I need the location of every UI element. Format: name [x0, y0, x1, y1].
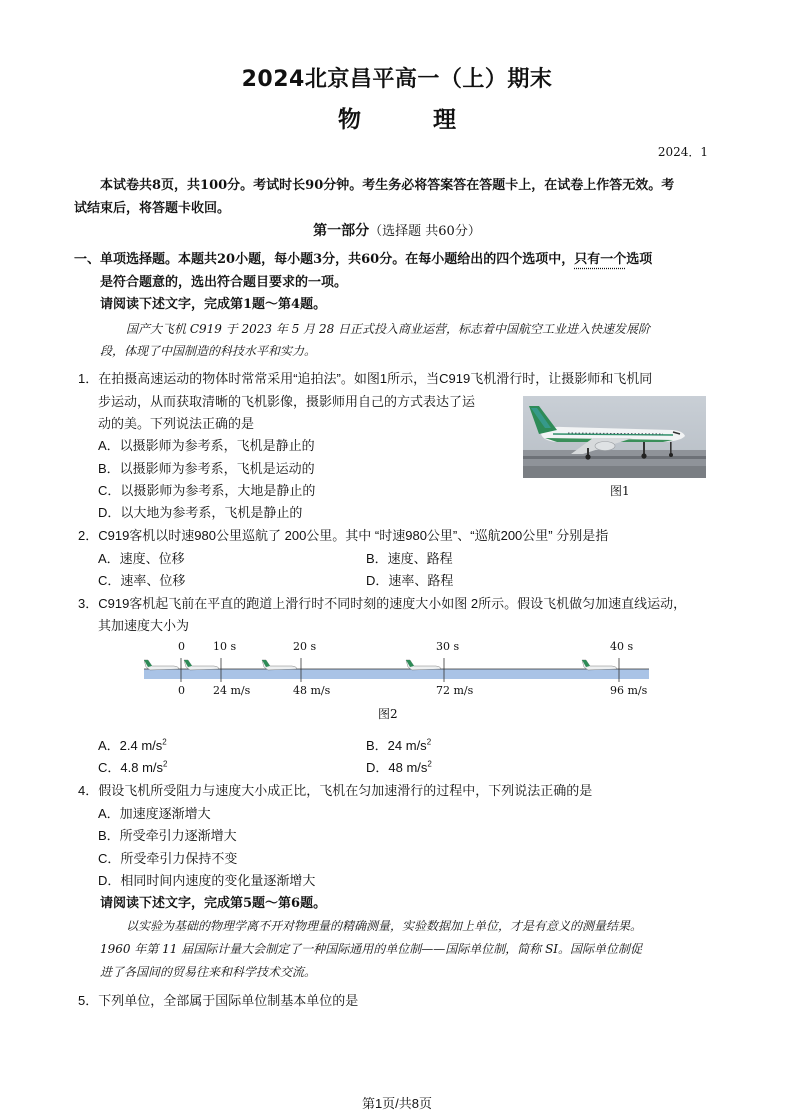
section1-intro-line-2: 是符合题意的，选出符合题目要求的一项。 — [100, 275, 348, 290]
q1-option-a: A．以摄影师为参考系，飞机是静止的 — [98, 438, 315, 453]
q3-option-a-exp: 2 — [162, 737, 167, 747]
section1-intro-a: 一、单项选择题。本题共20小题，每小题3分，共60分。在每小题给出的四个选项中， — [74, 252, 575, 267]
notice-line-2: 试结束后，将答题卡收回。 — [74, 201, 231, 216]
passage2-line-3: 进了各国间的贸易往来和科学技术交流。 — [100, 965, 317, 979]
q4-option-c: C．所受牵引力保持不变 — [98, 851, 238, 866]
part1-heading-main: 第一部分 — [313, 223, 370, 239]
fig2-speed-24: 24 m/s — [213, 684, 251, 697]
plane-icon-0 — [144, 660, 179, 670]
part1-heading-note: （选择题 共60分） — [369, 224, 481, 239]
aircraft-photo-illustration — [523, 396, 706, 478]
q2-option-d: D．速率、路程 — [366, 573, 454, 588]
section1-intro-emphasis: 只有一个 — [574, 252, 627, 267]
q1-option-d: D．以大地为参考系，飞机是静止的 — [98, 505, 303, 520]
fig2-speed-0: 0 — [178, 684, 185, 697]
runway-strip — [144, 669, 649, 679]
q2-option-a: A．速度、位移 — [98, 551, 185, 566]
notice-line-1: 本试卷共8页，共100分。考试时长90分钟。考生务必将答案答在答题卡上，在试卷上作答无效。考 — [100, 178, 675, 193]
q3-option-c — [98, 757, 167, 776]
q1-option-b: B．以摄影师为参考系，飞机是运动的 — [98, 461, 315, 476]
figure2-label: 图2 — [378, 707, 398, 721]
exam-title: 2024北京昌平高一（上）期末 — [241, 67, 553, 92]
page-footer: 第1页/共8页 — [361, 1096, 433, 1111]
fig2-time-0: 0 — [178, 640, 185, 653]
q4-line-1: 4．假设飞机所受阻力与速度大小成正比，飞机在匀加速滑行的过程中，下列说法正确的是 — [78, 783, 593, 798]
plane-icon-40 — [582, 660, 617, 670]
q1-line-2: 步运动，从而获取清晰的飞机影像，摄影师用自己的方式表达了运 — [98, 394, 476, 409]
subject-title: 物 理 — [337, 106, 488, 133]
figure1-label: 图1 — [610, 484, 630, 498]
read-instruction-5-6: 请阅读下述文字，完成第5题～第6题。 — [100, 896, 327, 911]
passage2-line-1: 以实验为基础的物理学离不开对物理量的精确测量，实验数据加上单位，才是有意义的测量结果。 — [126, 919, 643, 933]
exam-date: 2024．1 — [657, 145, 708, 159]
fig2-time-10: 10 s — [213, 640, 237, 653]
fig2-time-40: 40 s — [610, 640, 634, 653]
q3-line-2: 其加速度大小为 — [98, 618, 190, 633]
q3-option-b-text: B．24 m/s — [366, 738, 427, 753]
fig2-time-20: 20 s — [293, 640, 317, 653]
q5-line-1: 5．下列单位，全部属于国际单位制基本单位的是 — [78, 993, 359, 1008]
fig2-speed-72: 72 m/s — [436, 684, 474, 697]
plane-icon-30 — [406, 660, 441, 670]
passage1-line-2: 段，体现了中国制造的科技水平和实力。 — [100, 344, 317, 358]
section1-intro-c: 选项 — [626, 252, 653, 267]
fig2-time-30: 30 s — [436, 640, 460, 653]
figure1-aircraft-photo — [523, 396, 706, 478]
q3-option-d-exp: 2 — [427, 759, 432, 769]
passage2-line-2: 1960 年第 11 届国际计量大会制定了一种国际通用的单位制——国际单位制，简称 SI。国际单位制促 — [100, 942, 643, 956]
q3-line-1: 3．C919客机起飞前在平直的跑道上滑行时不同时刻的速度大小如图 2所示。假设飞机做匀加速直线运动， — [78, 596, 687, 611]
plane-icon-10 — [184, 660, 219, 670]
plane-icon-20 — [262, 660, 297, 670]
q3-option-d-text: D．48 m/s — [366, 760, 428, 775]
q4-option-a: A．加速度逐渐增大 — [98, 806, 211, 821]
fig2-speed-96: 96 m/s — [610, 684, 648, 697]
section1-intro-line-1 — [74, 248, 652, 267]
q1-line-1: 1．在拍摄高速运动的物体时常常采用“追拍法”。如图1所示，当C919飞机滑行时，让摄影师和飞机同 — [78, 371, 653, 386]
q3-option-d — [366, 757, 432, 776]
q3-option-a-text: A．2.4 m/s — [98, 738, 163, 753]
q1-line-3: 动的美。下列说法正确的是 — [98, 416, 255, 431]
part1-heading — [0, 220, 794, 240]
q2-option-c: C．速率、位移 — [98, 573, 186, 588]
q3-option-b-exp: 2 — [426, 737, 432, 747]
q2-option-b: B．速度、路程 — [366, 551, 453, 566]
q3-option-c-text: C．4.8 m/s — [98, 760, 164, 775]
q3-option-a — [98, 735, 167, 754]
q4-option-d: D．相同时间内速度的变化量逐渐增大 — [98, 873, 316, 888]
q2-line-1: 2．C919客机以时速980公里巡航了 200公里。其中 “时速980公里”、“巡航200公里” 分别是指 — [78, 528, 609, 543]
q4-option-b: B．所受牵引力逐渐增大 — [98, 828, 237, 843]
fig2-speed-48: 48 m/s — [293, 684, 331, 697]
read-instruction-1-4: 请阅读下述文字，完成第1题～第4题。 — [100, 297, 327, 312]
q3-option-b — [366, 735, 431, 754]
passage1-line-1: 国产大飞机 C919 于 2023 年 5 月 28 日正式投入商业运营，标志着中国航空工业进入快速发展阶 — [126, 322, 651, 336]
q1-option-c: C．以摄影师为参考系，大地是静止的 — [98, 483, 316, 498]
q3-option-c-exp: 2 — [163, 759, 168, 769]
